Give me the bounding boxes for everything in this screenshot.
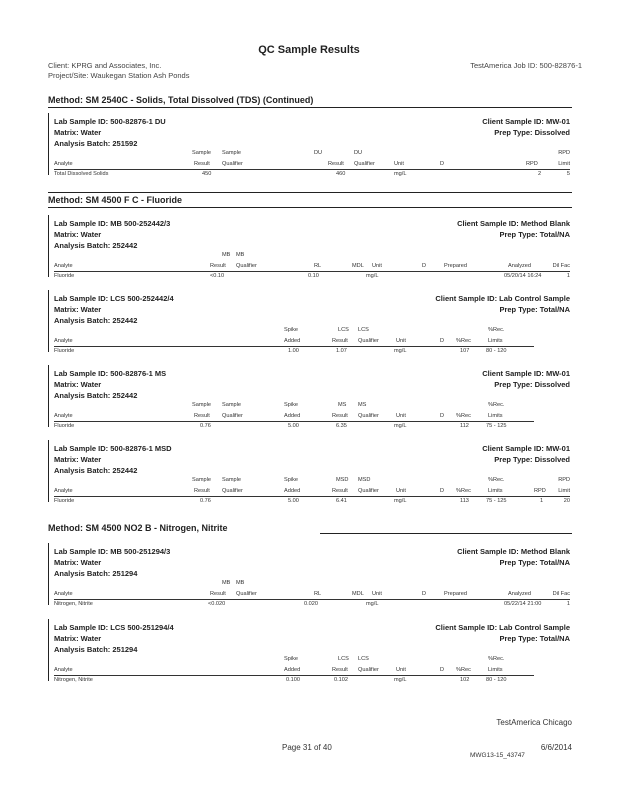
analysis-batch: Analysis Batch: 252442 bbox=[54, 316, 138, 325]
col-head: Qualifier bbox=[222, 413, 243, 419]
client-name: Client: KPRG and Associates, Inc. bbox=[48, 61, 162, 70]
col-head: Analyte bbox=[54, 161, 73, 167]
col-head: %Rec bbox=[456, 413, 471, 419]
cell: 2 bbox=[538, 171, 542, 177]
method-heading-tds: Method: SM 2540C - Solids, Total Dissolved (TDS) (Continued) bbox=[48, 95, 314, 105]
cell: mg/L bbox=[366, 601, 379, 607]
method-rule bbox=[48, 192, 572, 193]
qc-block-msd-fluoride bbox=[48, 440, 572, 510]
cell: mg/L bbox=[394, 498, 407, 504]
col-head: RL bbox=[314, 591, 322, 597]
col-head: D bbox=[440, 413, 445, 419]
col-head: MB bbox=[222, 252, 231, 258]
analysis-batch: Analysis Batch: 251592 bbox=[54, 139, 138, 148]
col-head: Qualifier bbox=[222, 488, 243, 494]
document-id: MWG13-15_43747 bbox=[470, 752, 525, 759]
cell: 102 bbox=[460, 677, 470, 683]
col-head: Qualifier bbox=[222, 161, 243, 167]
row-separator bbox=[54, 346, 534, 347]
col-head: Spike bbox=[284, 656, 298, 662]
matrix: Matrix: Water bbox=[54, 455, 102, 464]
col-head: Result bbox=[328, 161, 344, 167]
cell: 1 bbox=[540, 498, 544, 504]
analysis-batch: Analysis Batch: 251294 bbox=[54, 569, 138, 578]
matrix: Matrix: Water bbox=[54, 128, 102, 137]
col-head: %Rec. bbox=[488, 327, 505, 333]
cell: <0.10 bbox=[210, 273, 225, 279]
col-head: Result bbox=[332, 413, 348, 419]
cell: 0.10 bbox=[308, 273, 319, 279]
col-head: Limits bbox=[488, 413, 503, 419]
col-head: D bbox=[422, 591, 427, 597]
block-bar bbox=[48, 619, 49, 681]
method-rule bbox=[48, 207, 572, 208]
col-head: Analyte bbox=[54, 591, 73, 597]
col-head: Added bbox=[284, 488, 301, 494]
col-head: Analyte bbox=[54, 667, 73, 673]
cell: 6.41 bbox=[336, 498, 347, 504]
col-head: Analyzed bbox=[508, 263, 532, 269]
col-head: RPD bbox=[558, 477, 570, 483]
method-heading-nitrite: Method: SM 4500 NO2 B - Nitrogen, Nitrite bbox=[48, 523, 228, 533]
col-head: %Rec bbox=[456, 488, 471, 494]
col-head: Unit bbox=[394, 161, 404, 167]
block-bar bbox=[48, 290, 49, 352]
qc-block-ms-fluoride bbox=[48, 365, 572, 435]
cell: 75 - 125 bbox=[486, 423, 507, 429]
col-head: %Rec. bbox=[488, 477, 505, 483]
cell: 450 bbox=[202, 171, 212, 177]
col-head: MSD bbox=[358, 477, 371, 483]
col-head: Unit bbox=[372, 263, 382, 269]
client-sample-id: Client Sample ID: Method Blank bbox=[457, 547, 570, 556]
col-head: D bbox=[440, 338, 445, 344]
col-head: %Rec bbox=[456, 667, 471, 673]
cell: mg/L bbox=[394, 677, 407, 683]
cell: Nitrogen, Nitrite bbox=[54, 677, 93, 683]
lab-name: TestAmerica Chicago bbox=[496, 718, 572, 727]
matrix: Matrix: Water bbox=[54, 305, 102, 314]
col-head: D bbox=[440, 667, 445, 673]
col-head: MSD bbox=[336, 477, 349, 483]
matrix: Matrix: Water bbox=[54, 230, 102, 239]
col-head: MB bbox=[222, 580, 231, 586]
cell: <0.020 bbox=[208, 601, 226, 607]
col-head: Result bbox=[210, 591, 226, 597]
col-head: Qualifier bbox=[358, 338, 379, 344]
client-sample-id: Client Sample ID: MW-01 bbox=[482, 369, 570, 378]
qc-block-mb-fluoride bbox=[48, 215, 572, 285]
matrix: Matrix: Water bbox=[54, 634, 102, 643]
cell: 0.100 bbox=[286, 677, 300, 683]
col-head: Added bbox=[284, 338, 301, 344]
col-head: Sample bbox=[222, 402, 241, 408]
col-head: DU bbox=[354, 150, 363, 156]
col-head: LCS bbox=[358, 327, 369, 333]
cell: 0.76 bbox=[200, 423, 211, 429]
col-head: Analyte bbox=[54, 338, 73, 344]
cell: 80 - 120 bbox=[486, 677, 507, 683]
col-head: Analyzed bbox=[508, 591, 532, 597]
lab-sample-id: Lab Sample ID: MB 500-251294/3 bbox=[54, 547, 171, 556]
col-head: MS bbox=[358, 402, 367, 408]
block-bar bbox=[48, 365, 49, 427]
col-head: LCS bbox=[338, 327, 349, 333]
analysis-batch: Analysis Batch: 252442 bbox=[54, 391, 138, 400]
col-head: Sample bbox=[192, 402, 211, 408]
block-bar bbox=[48, 113, 49, 175]
col-head: Result bbox=[194, 488, 210, 494]
col-head: Qualifier bbox=[358, 413, 379, 419]
cell: 5.00 bbox=[288, 498, 299, 504]
col-head: Unit bbox=[396, 413, 406, 419]
row-separator bbox=[54, 169, 570, 170]
analysis-batch: Analysis Batch: 252442 bbox=[54, 466, 138, 475]
col-head: MB bbox=[236, 252, 245, 258]
cell: 5.00 bbox=[288, 423, 299, 429]
matrix: Matrix: Water bbox=[54, 380, 102, 389]
col-head: Limits bbox=[488, 667, 503, 673]
cell: mg/L bbox=[394, 348, 407, 354]
col-head: Analyte bbox=[54, 488, 73, 494]
prep-type: Prep Type: Total/NA bbox=[499, 305, 570, 314]
col-head: MB bbox=[236, 580, 245, 586]
col-head: Result bbox=[194, 413, 210, 419]
col-head: Spike bbox=[284, 402, 298, 408]
col-head: %Rec. bbox=[488, 656, 505, 662]
analysis-batch: Analysis Batch: 251294 bbox=[54, 645, 138, 654]
col-head: Analyte bbox=[54, 413, 73, 419]
qc-block-lcs-nitrite bbox=[48, 619, 572, 689]
page-number: Page 31 of 40 bbox=[282, 743, 332, 752]
client-sample-id: Client Sample ID: Lab Control Sample bbox=[435, 623, 570, 632]
prep-type: Prep Type: Total/NA bbox=[499, 634, 570, 643]
cell: 5 bbox=[566, 171, 570, 177]
cell: mg/L bbox=[366, 273, 379, 279]
prep-type: Prep Type: Dissolved bbox=[494, 380, 570, 389]
qc-block-du bbox=[48, 113, 572, 183]
cell: 75 - 125 bbox=[486, 498, 507, 504]
cell: 460 bbox=[336, 171, 346, 177]
col-head: MS bbox=[338, 402, 347, 408]
cell: 0.76 bbox=[200, 498, 211, 504]
cell: 6.35 bbox=[336, 423, 347, 429]
col-head: MDL bbox=[352, 591, 364, 597]
cell: 05/22/14 21:00 bbox=[504, 601, 542, 607]
col-head: Qualifier bbox=[358, 667, 379, 673]
col-head: Sample bbox=[192, 150, 211, 156]
col-head: Result bbox=[332, 667, 348, 673]
col-head: RL bbox=[314, 263, 322, 269]
col-head: D bbox=[440, 488, 445, 494]
cell: Fluoride bbox=[54, 348, 75, 354]
method-rule bbox=[48, 107, 572, 108]
prep-type: Prep Type: Total/NA bbox=[499, 230, 570, 239]
col-head: Dil Fac bbox=[552, 263, 570, 269]
col-head: Limit bbox=[558, 488, 570, 494]
cell: 1 bbox=[566, 601, 570, 607]
client-sample-id: Client Sample ID: Lab Control Sample bbox=[435, 294, 570, 303]
cell: mg/L bbox=[394, 171, 407, 177]
block-bar bbox=[48, 215, 49, 277]
cell: 0.102 bbox=[334, 677, 348, 683]
col-head: Result bbox=[210, 263, 226, 269]
col-head: MDL bbox=[352, 263, 364, 269]
col-head: Spike bbox=[284, 477, 298, 483]
cell: 80 - 120 bbox=[486, 348, 507, 354]
lab-sample-id: Lab Sample ID: 500-82876-1 MS bbox=[54, 369, 167, 378]
col-head: Limit bbox=[558, 161, 570, 167]
row-separator bbox=[54, 599, 570, 600]
col-head: Limits bbox=[488, 488, 503, 494]
cell: Fluoride bbox=[54, 498, 75, 504]
prep-type: Prep Type: Dissolved bbox=[494, 128, 570, 137]
qc-block-lcs-fluoride bbox=[48, 290, 572, 360]
col-head: Prepared bbox=[444, 591, 468, 597]
col-head: Result bbox=[332, 488, 348, 494]
col-head: Unit bbox=[396, 667, 406, 673]
matrix: Matrix: Water bbox=[54, 558, 102, 567]
cell: Total Dissolved Solids bbox=[54, 171, 109, 177]
col-head: RPD bbox=[534, 488, 546, 494]
row-separator bbox=[54, 496, 570, 497]
prep-type: Prep Type: Dissolved bbox=[494, 455, 570, 464]
cell: 113 bbox=[460, 498, 469, 504]
page-title: QC Sample Results bbox=[258, 44, 360, 56]
cell: Nitrogen, Nitrite bbox=[54, 601, 93, 607]
qc-block-mb-nitrite bbox=[48, 543, 572, 613]
cell: 0.020 bbox=[304, 601, 318, 607]
client-sample-id: Client Sample ID: MW-01 bbox=[482, 117, 570, 126]
method-heading-fluoride: Method: SM 4500 F C - Fluoride bbox=[48, 195, 183, 205]
lab-sample-id: Lab Sample ID: MB 500-252442/3 bbox=[54, 219, 171, 228]
cell: 20 bbox=[563, 498, 570, 504]
cell: Fluoride bbox=[54, 273, 75, 279]
block-bar bbox=[48, 440, 49, 502]
lab-sample-id: Lab Sample ID: LCS 500-251294/4 bbox=[54, 623, 174, 632]
col-head: Spike bbox=[284, 327, 298, 333]
col-head: Result bbox=[194, 161, 210, 167]
analysis-batch: Analysis Batch: 252442 bbox=[54, 241, 138, 250]
col-head: Dil Fac bbox=[552, 591, 570, 597]
col-head: DU bbox=[314, 150, 323, 156]
col-head: RPD bbox=[558, 150, 570, 156]
col-head: LCS bbox=[358, 656, 369, 662]
report-date: 6/6/2014 bbox=[540, 743, 572, 752]
cell: 05/20/14 16:24 bbox=[504, 273, 542, 279]
col-head: Unit bbox=[372, 591, 382, 597]
col-head: Limits bbox=[488, 338, 503, 344]
lab-sample-id: Lab Sample ID: 500-82876-1 DU bbox=[54, 117, 166, 126]
col-head: %Rec bbox=[456, 338, 471, 344]
cell: 107 bbox=[460, 348, 470, 354]
col-head: Prepared bbox=[444, 263, 468, 269]
col-head: Qualifier bbox=[354, 161, 375, 167]
col-head: RPD bbox=[526, 161, 538, 167]
client-sample-id: Client Sample ID: MW-01 bbox=[482, 444, 570, 453]
col-head: Sample bbox=[192, 477, 211, 483]
col-head: Added bbox=[284, 667, 301, 673]
col-head: D bbox=[422, 263, 427, 269]
col-head: Qualifier bbox=[358, 488, 379, 494]
col-head: Qualifier bbox=[236, 591, 257, 597]
cell: 1 bbox=[566, 273, 570, 279]
job-id: TestAmerica Job ID: 500-82876-1 bbox=[470, 61, 582, 70]
cell: 1.00 bbox=[288, 348, 299, 354]
row-separator bbox=[54, 675, 534, 676]
col-head: D bbox=[440, 161, 445, 167]
col-head: Unit bbox=[396, 338, 406, 344]
lab-sample-id: Lab Sample ID: LCS 500-252442/4 bbox=[54, 294, 174, 303]
col-head: Analyte bbox=[54, 263, 73, 269]
col-head: Added bbox=[284, 413, 301, 419]
col-head: Sample bbox=[222, 477, 241, 483]
lab-sample-id: Lab Sample ID: 500-82876-1 MSD bbox=[54, 444, 172, 453]
row-separator bbox=[54, 421, 534, 422]
method-rule bbox=[320, 533, 572, 534]
row-separator bbox=[54, 271, 570, 272]
client-sample-id: Client Sample ID: Method Blank bbox=[457, 219, 570, 228]
col-head: Sample bbox=[222, 150, 241, 156]
cell: 112 bbox=[460, 423, 469, 429]
cell: Fluoride bbox=[54, 423, 75, 429]
prep-type: Prep Type: Total/NA bbox=[499, 558, 570, 567]
col-head: %Rec. bbox=[488, 402, 505, 408]
col-head: Unit bbox=[396, 488, 406, 494]
project-site: Project/Site: Waukegan Station Ash Ponds bbox=[48, 71, 190, 80]
cell: mg/L bbox=[394, 423, 407, 429]
col-head: Result bbox=[332, 338, 348, 344]
block-bar bbox=[48, 543, 49, 605]
col-head: Qualifier bbox=[236, 263, 257, 269]
col-head: LCS bbox=[338, 656, 349, 662]
cell: 1.07 bbox=[336, 348, 347, 354]
